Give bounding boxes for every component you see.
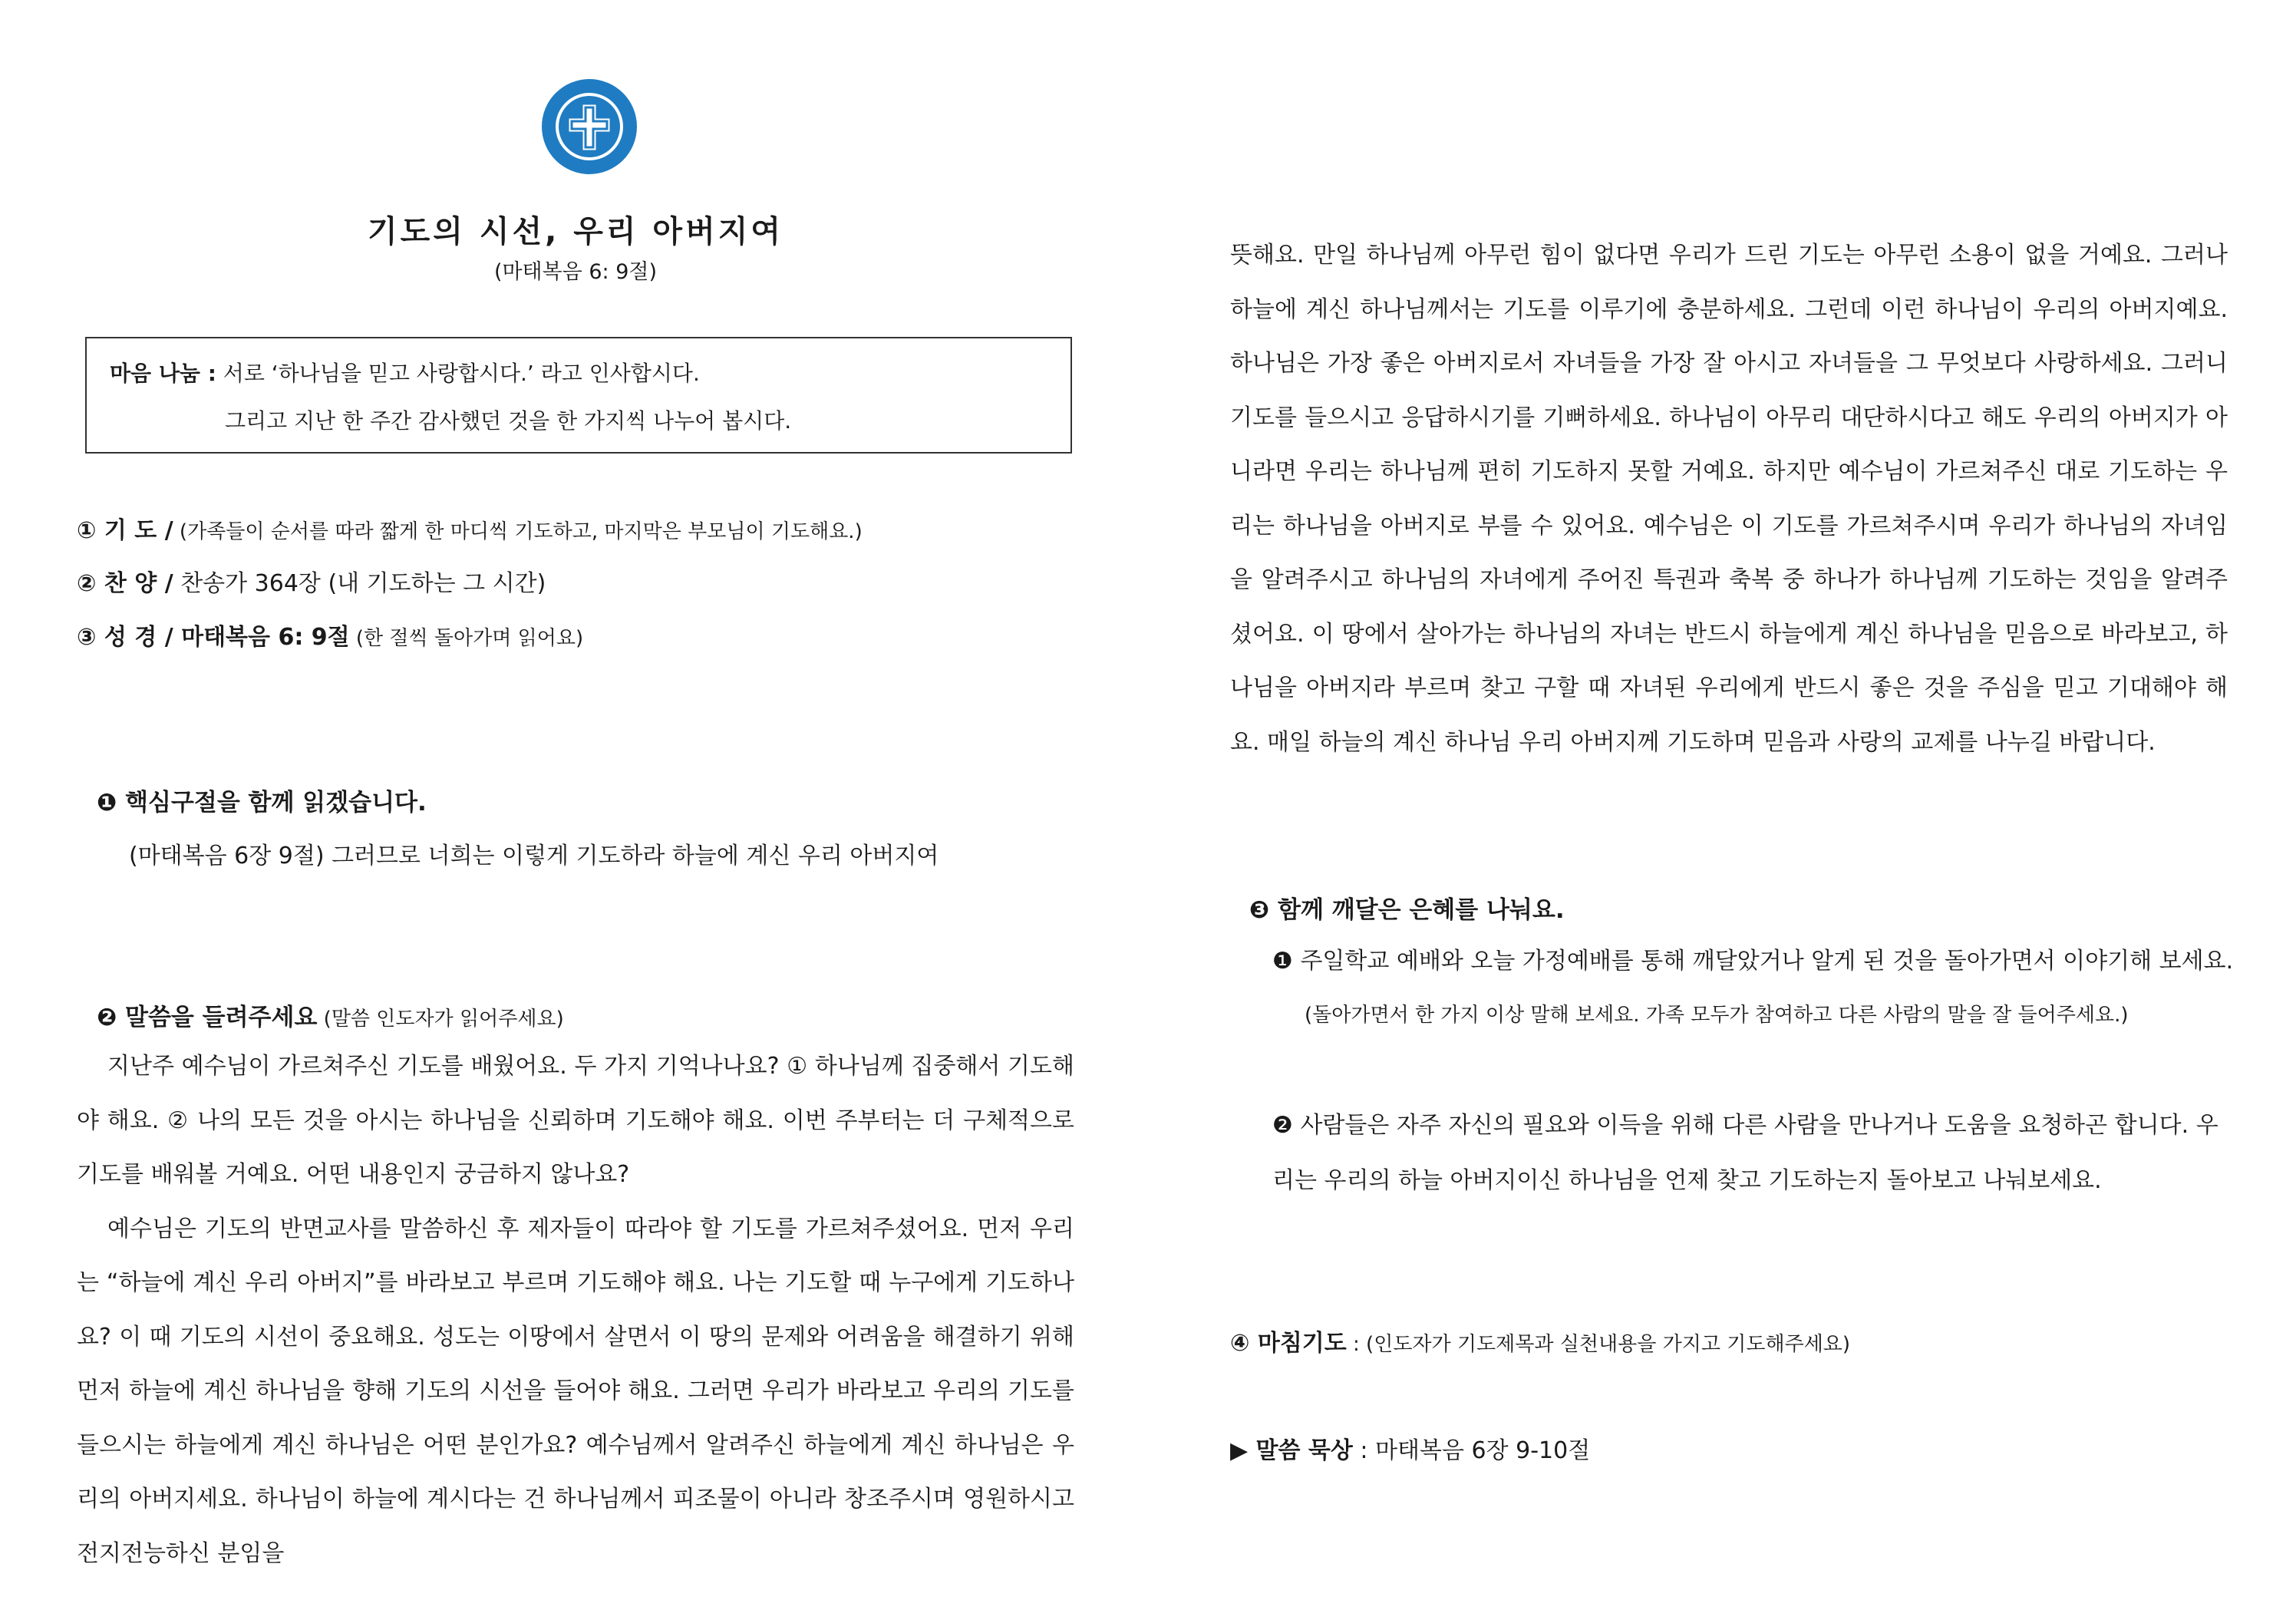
order-item-prayer: [77, 511, 863, 545]
order-text: 찬송가 364장 (내 기도하는 그 시간): [173, 570, 546, 597]
item-text: 주일학교 예배와 오늘 가정예배를 통해 깨달았거나 알게 된 것을 돌아가면서 이야기해 보세요.: [1292, 948, 2234, 975]
item-marker: ❷: [1272, 1112, 1293, 1139]
item-text: 사람들은 자주 자신의 필요와 이득을 위해 다른 사람을 만나거나 도움을 요청하곤 합니다. 우리는 우리의 하늘 아버지이신 하나님을 언제 찾고 기도하는지 돌아보고 나눠보세요.: [1272, 1112, 2218, 1194]
church-logo: [539, 77, 639, 176]
heart-sharing-label: 마음 나눔 :: [110, 361, 216, 386]
section2-heading: [97, 998, 564, 1032]
order-item-scripture: [77, 618, 583, 652]
order-label: ② 찬 양 /: [77, 570, 173, 597]
discussion-item: [1272, 1098, 2232, 1209]
heart-sharing-text1: 서로 ‘하나님을 믿고 사랑합시다.’ 라고 인사합시다.: [216, 361, 700, 386]
sermon-paragraph: 지난주 예수님이 가르쳐주신 기도를 배웠어요. 두 가지 기억나나요? ① 하나님께 집중해서 기도해야 해요. ② 나의 모든 것을 아시는 하나님을 신뢰하며 기도해야 해요. 이번 주부터는 더 구체적으로 기도를 배워볼 거예요. 어떤 내용인지 궁금하지 않나요?: [77, 1053, 1074, 1188]
scripture-reference: (마태복음 6: 9절): [493, 260, 658, 284]
discussion-item: [1272, 934, 2232, 989]
closing-prayer: [1230, 1324, 1850, 1357]
order-item-praise: [77, 564, 546, 598]
closing-label: ④ 마침기도: [1230, 1330, 1347, 1357]
item-marker: ❶: [1272, 948, 1293, 975]
order-text: (가족들이 순서를 따라 짧게 한 마디씩 기도하고, 마지막은 부모님이 기도해요.): [173, 520, 863, 543]
order-text: (한 절씩 돌아가며 읽어요): [349, 627, 584, 650]
meditation-label: ▶ 말씀 묵상: [1230, 1437, 1353, 1464]
meditation-text: : 마태복음 6장 9-10절: [1352, 1437, 1591, 1464]
order-label: ③ 성 경 / 마태복음 6: 9절: [77, 624, 350, 651]
order-label: ① 기 도 /: [77, 517, 173, 544]
church-cross-seal-icon: [539, 77, 639, 176]
heart-sharing-box: [85, 337, 1072, 454]
sermon-continuation: 뜻해요. 만일 하나님께 아무런 힘이 없다면 우리가 드린 기도는 아무런 소용이 없을 거예요. 그러나 하늘에 계신 하나님께서는 기도를 이루기에 충분하세요. 그런데 이런 하나님이 우리의 아버지예요. 하나님은 가장 좋은 아버지로서 자녀들을 가장 잘 아시고 자녀들을 그 무엇보다 사랑하세요. 그러니 기도를 들으시고 응답하시기를 기뻐하세요. 하나님이 아무리 대단하시다고 해도 우리의 아버지가 아니라면 우리는 하나님께 편히 기도하지 못할 거예요. 하지만 예수님이 가르쳐주신 대로 기도하는 우리는 하나님을 아버지로 부를 수 있어요. 예수님은 이 기도를 가르쳐주시며 우리가 하나님의 자녀임을 알려주시고 하나님의 자녀에게 주어진 특권과 축복 중 하나가 하나님께 기도하는 것임을 알려주셨어요. 이 땅에서 살아가는 하나님의 자녀는 반드시 하늘에게 계신 하나님을 믿음으로 바라보고, 하나님을 아버지라 부르며 찾고 구할 때 자녀된 우리에게 반드시 좋은 것을 주심을 믿고 기대해야 해요. 매일 하늘의 계신 하나님 우리 아버지께 기도하며 믿음과 사랑의 교제를 나누길 바랍니다.: [1230, 242, 2228, 756]
discussion-item-note: (돌아가면서 한 가지 이상 말해 보세요. 가족 모두가 참여하고 다른 사람의 말을 잘 들어주세요.): [1305, 1004, 2129, 1027]
page-title: 기도의 시선, 우리 아버지여: [367, 214, 783, 249]
closing-text: : (인도자가 기도제목과 실천내용을 가지고 기도해주세요): [1346, 1333, 1851, 1356]
heart-sharing-line1: [110, 357, 700, 388]
sermon-paragraph: 예수님은 기도의 반면교사를 말씀하신 후 제자들이 따라야 할 기도를 가르쳐주셨어요. 먼저 우리는 “하늘에 계신 우리 아버지”를 바라보고 부르며 기도해야 해요. 나는 기도할 때 누구에게 기도하나요? 이 때 기도의 시선이 중요해요. 성도는 이땅에서 살면서 이 땅의 문제와 어려움을 해결하기 위해 먼저 하늘에 계신 하나님을 향해 기도의 시선을 들어야 해요. 그러면 우리가 바라보고 우리의 기도를 들으시는 하늘에게 계신 하나님은 어떤 분인가요? 예수님께서 알려주신 하늘에게 계신 하나님은 우리의 아버지세요. 하나님이 하늘에 계시다는 건 하나님께서 피조물이 아니라 창조주시며 영원하시고 전지전능하신 분임을: [77, 1215, 1074, 1567]
key-verse: (마태복음 6장 9절) 그러므로 너희는 이렇게 기도하라 하늘에 계신 우리 아버지여: [129, 843, 939, 869]
section3-heading: ❸ 함께 깨달은 은혜를 나눠요.: [1249, 896, 1565, 924]
section2-title: ❷ 말씀을 들려주세요: [97, 1004, 318, 1031]
sermon-body: [77, 1040, 1074, 1581]
meditation: [1230, 1431, 1590, 1465]
section2-note: (말씀 인도자가 읽어주세요): [317, 1008, 564, 1031]
heart-sharing-line2: 그리고 지난 한 주간 감사했던 것을 한 가지씩 나누어 봅시다.: [225, 408, 792, 434]
section1-heading: ❶ 핵심구절을 함께 읽겠습니다.: [97, 789, 427, 816]
